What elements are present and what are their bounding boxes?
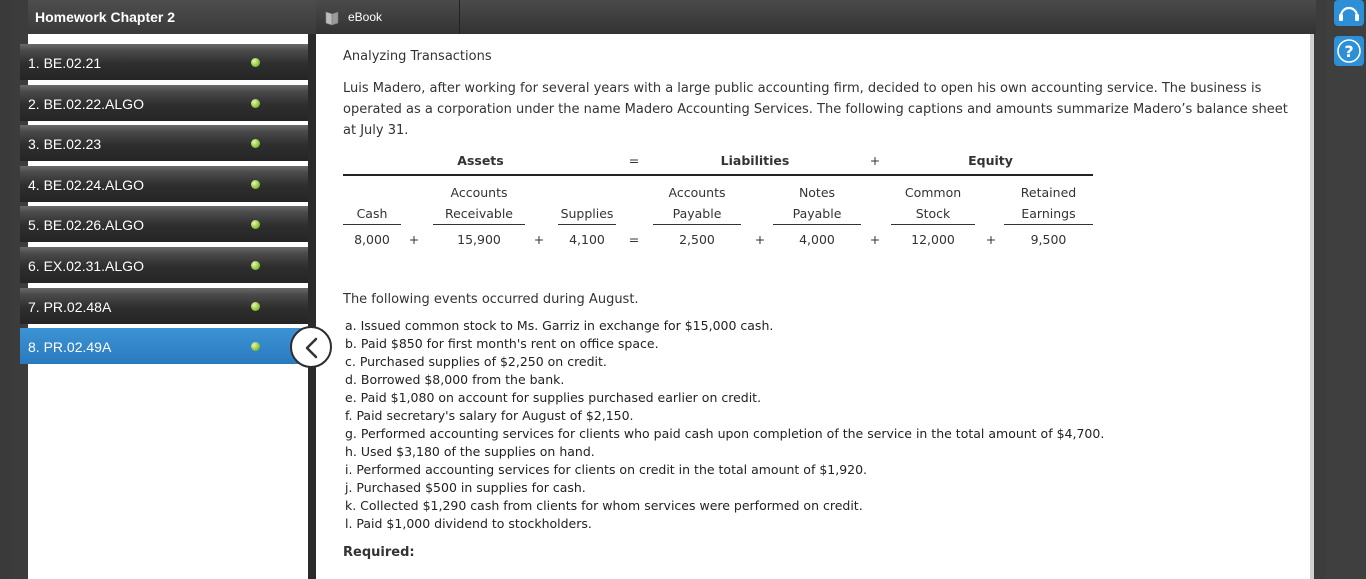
operator: +	[533, 232, 545, 247]
equals-header: =	[628, 153, 640, 168]
operator: +	[869, 232, 881, 247]
caption-line2: Earnings	[1021, 206, 1076, 221]
sidebar-item-label: 7. PR.02.48A	[28, 298, 112, 315]
col-cs-caption	[891, 182, 975, 224]
intro-paragraph: Luis Madero, after working for several years with a large public accounting firm, decided to open his own accounting service. The business is operated as a corporation under the name Madero Accounting Services. The following captions and amounts summarize Madero’s balance sheet at July 31.	[343, 81, 1288, 138]
chevron-left-icon	[302, 337, 322, 359]
caption-line2: Supplies	[560, 206, 614, 221]
col-supplies-caption	[558, 182, 616, 224]
sidebar-item-8[interactable]	[20, 328, 308, 364]
caption-line1: Accounts	[668, 185, 726, 200]
content-scroll-edge	[1310, 34, 1314, 579]
plus-header: +	[869, 153, 881, 168]
balance-sheet-table	[343, 148, 1093, 258]
caption-rule	[1004, 224, 1093, 225]
operator: +	[754, 232, 766, 247]
cs-value: 12,000	[911, 232, 955, 247]
caption-rule	[891, 224, 975, 225]
caption-line1: Common	[904, 185, 962, 200]
operator: +	[408, 232, 420, 247]
sidebar-item-4[interactable]	[20, 166, 308, 202]
caption-line1: Accounts	[450, 185, 508, 200]
event-item: a. Issued common stock to Ms. Garriz in exchange for $15,000 cash.	[345, 318, 774, 333]
col-np-caption	[773, 182, 861, 224]
ebook-tab[interactable]	[316, 0, 460, 34]
sidebar-item-label: 1. BE.02.21	[28, 55, 102, 71]
event-item: k. Collected $1,290 cash from clients for whom services were performed on credit.	[345, 498, 863, 513]
headset-icon[interactable]	[1334, 0, 1364, 26]
section-title: Analyzing Transactions	[343, 49, 492, 64]
check-icon	[251, 99, 260, 108]
ap-value: 2,500	[679, 232, 715, 247]
caption-rule	[433, 224, 525, 225]
operator: =	[628, 232, 640, 247]
sidebar-item-3[interactable]	[20, 125, 308, 161]
sidebar-item-label: 8. PR.02.49A	[28, 339, 112, 356]
caption-line2: Payable	[792, 206, 842, 221]
sidebar-item-2[interactable]	[20, 85, 308, 121]
caption-rule	[653, 224, 741, 225]
sidebar-item-label: 5. BE.02.26.ALGO	[28, 217, 144, 234]
event-item: g. Performed accounting services for clients who paid cash upon completion of the service in the total amount of $4,700.	[345, 426, 1105, 441]
caption-line2: Stock	[915, 206, 951, 221]
check-icon	[251, 342, 260, 351]
ar-value: 15,900	[457, 232, 501, 247]
caption-line2: Cash	[356, 206, 388, 221]
caption-line2: Receivable	[444, 206, 513, 221]
sidebar-list	[20, 44, 308, 369]
header-rule	[343, 174, 1093, 176]
sidebar-item-7[interactable]	[20, 288, 308, 324]
check-icon	[251, 139, 260, 148]
col-ap-caption	[653, 182, 741, 224]
event-item: c. Purchased supplies of $2,250 on credit.	[345, 354, 607, 369]
sidebar-item-label: 2. BE.02.22.ALGO	[28, 95, 144, 112]
sidebar-item-label: 3. BE.02.23	[28, 136, 102, 153]
event-item: l. Paid $1,000 dividend to stockholders.	[345, 516, 592, 531]
sidebar-divider	[308, 34, 316, 579]
event-item: b. Paid $850 for first month's rent on office space.	[345, 336, 659, 351]
equity-header: Equity	[968, 153, 1013, 168]
collapse-sidebar-button[interactable]	[290, 326, 332, 368]
caption-line2: Payable	[672, 206, 722, 221]
caption-line1: Notes	[798, 185, 836, 200]
caption-rule	[773, 224, 861, 225]
event-item: i. Performed accounting services for clients on credit in the total amount of $1,920.	[345, 462, 868, 477]
operator: +	[985, 232, 997, 247]
book-icon	[324, 10, 340, 26]
event-item: h. Used $3,180 of the supplies on hand.	[345, 444, 595, 459]
caption-rule	[343, 224, 401, 225]
check-icon	[251, 180, 260, 189]
svg-text:?: ?	[1344, 42, 1354, 61]
re-value: 9,500	[1030, 232, 1067, 247]
frame-left	[0, 0, 12, 579]
check-icon	[251, 302, 260, 311]
col-cash-caption	[343, 182, 401, 224]
sidebar-item-6[interactable]	[20, 247, 308, 283]
liabilities-header: Liabilities	[720, 153, 790, 168]
supplies-value: 4,100	[569, 232, 605, 247]
check-icon	[251, 261, 260, 270]
event-item: d. Borrowed $8,000 from the bank.	[345, 372, 565, 387]
caption-line1	[558, 182, 616, 203]
sidebar-item-5[interactable]	[20, 206, 308, 242]
sidebar-item-label: 6. EX.02.31.ALGO	[28, 257, 144, 274]
check-icon	[251, 58, 260, 67]
event-item: j. Purchased $500 in supplies for cash.	[345, 480, 586, 495]
event-item: e. Paid $1,080 on account for supplies purchased earlier on credit.	[345, 390, 762, 405]
content-area	[316, 34, 1310, 579]
assets-header: Assets	[457, 153, 504, 168]
caption-rule	[558, 224, 616, 225]
cash-value: 8,000	[354, 232, 390, 247]
check-icon	[251, 220, 260, 229]
events-list	[345, 317, 1245, 533]
event-item: f. Paid secretary's salary for August of $2,150.	[345, 408, 634, 423]
sidebar-item-1[interactable]	[20, 44, 308, 80]
sidebar-item-label: 4. BE.02.24.ALGO	[28, 176, 144, 193]
events-intro: The following events occurred during August.	[343, 292, 639, 307]
help-icon[interactable]	[1334, 36, 1364, 66]
ebook-label: eBook	[348, 10, 383, 24]
np-value: 4,000	[799, 232, 835, 247]
frame-right	[1326, 0, 1366, 579]
required-label: Required:	[343, 545, 415, 560]
col-re-caption	[1004, 182, 1093, 224]
sidebar-header: Homework Chapter 2	[28, 0, 316, 34]
top-toolbar	[316, 0, 1316, 34]
caption-line1	[343, 182, 401, 203]
caption-line1: Retained	[1020, 185, 1077, 200]
col-ar-caption	[433, 182, 525, 224]
